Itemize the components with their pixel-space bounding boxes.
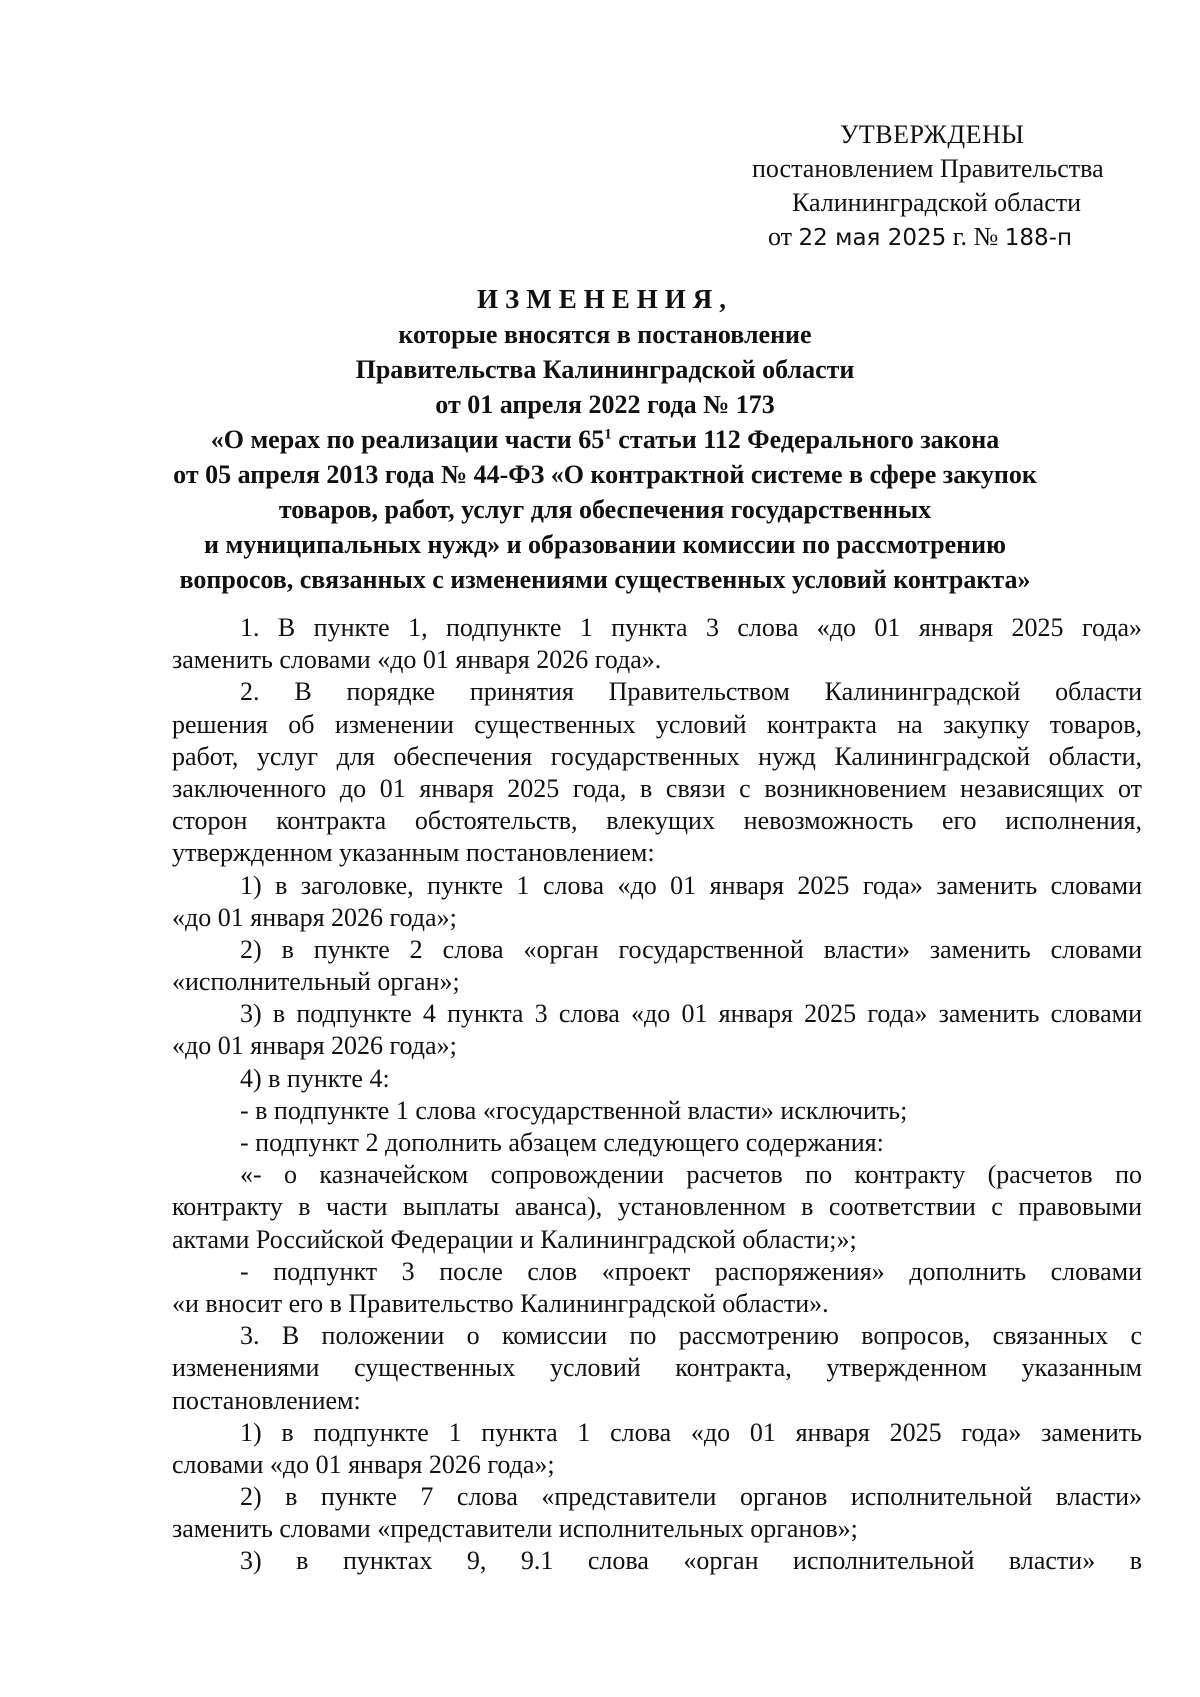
body-line: 2) в пункте 2 слова «орган государственной власти» заменить словами: [240, 934, 1142, 964]
body-line: 4) в пункте 4:: [240, 1063, 390, 1093]
body-line: изменениями существенных условий контракта, утвержденном указанным: [172, 1353, 1142, 1383]
title-line-1: которые вносятся в постановление: [398, 320, 812, 349]
body-line: решения об изменении существенных условий контракта на закупку товаров,: [172, 709, 1142, 739]
body-line: 2. В порядке принятия Правительством Калининградской области: [240, 677, 1142, 707]
body-line: заключенного до 01 января 2025 года, в связи с возникновением независящих от: [172, 773, 1142, 803]
body-line: 2) в пункте 7 слова «представители органов исполнительной власти»: [240, 1482, 1142, 1512]
title-line-7: и муниципальных нужд» и образовании комиссии по рассмотрению: [204, 530, 1006, 559]
body-line: «до 01 января 2026 года»;: [172, 902, 457, 932]
body-line: 3. В положении о комиссии по рассмотрению вопросов, связанных с: [240, 1321, 1142, 1351]
approval-line-1: постановлением Правительства: [752, 154, 1104, 183]
body-line: «- о казначейском сопровождении расчетов по контракту (расчетов по: [240, 1160, 1142, 1190]
body-line: контракту в части выплаты аванса), установленном в соответствии с правовыми: [172, 1192, 1142, 1222]
body-line: актами Российской Федерации и Калининградской области;»;: [172, 1224, 857, 1254]
body-line: 3) в подпункте 4 пункта 3 слова «до 01 января 2025 года» заменить словами: [240, 999, 1142, 1029]
document-body: [172, 612, 1142, 1578]
body-line: постановлением:: [172, 1385, 361, 1415]
body-line: - в подпункте 1 слова «государственной власти» исключить;: [240, 1095, 908, 1125]
body-line: словами «до 01 января 2026 года»;: [172, 1449, 555, 1479]
approval-line-3: [740, 220, 1140, 255]
title-line-2: Правительства Калининградской области: [355, 355, 855, 384]
approval-date: 22 мая 2025: [798, 225, 947, 251]
body-line: заменить словами «до 01 января 2026 года».: [172, 645, 662, 675]
title-line-4: [150, 422, 1060, 457]
approval-number-label: г. №: [946, 222, 999, 251]
body-line: 1) в подпункте 1 пункта 1 слова «до 01 января 2025 года» заменить: [240, 1417, 1142, 1447]
title-superscript: 1: [604, 426, 612, 443]
body-line: утвержденном указанным постановлением:: [172, 838, 655, 868]
title-line-4-start: «О мерах по реализации части 65: [210, 425, 605, 454]
approval-date-prefix: от: [768, 222, 793, 251]
body-line: - подпункт 3 после слов «проект распоряжения» дополнить словами: [240, 1256, 1142, 1286]
title-line-6: товаров, работ, услуг для обеспечения государственных: [278, 495, 932, 524]
approval-stamp: [740, 118, 1140, 255]
body-line: - подпункт 2 дополнить абзацем следующего содержания:: [240, 1128, 884, 1157]
approval-line-2: Калининградской области: [792, 188, 1082, 217]
approval-number: 188-п: [1004, 225, 1073, 251]
body-line: «и вносит его в Правительство Калининградской области».: [172, 1288, 829, 1318]
document-title: [150, 282, 1060, 597]
body-line: 1. В пункте 1, подпункте 1 пункта 3 слова «до 01 января 2025 года»: [240, 613, 1142, 642]
title-line-4-end: статьи 112 Федерального закона: [611, 425, 1000, 454]
body-line: работ, услуг для обеспечения государственных нужд Калининградской области,: [172, 741, 1142, 771]
title-line-8: вопросов, связанных с изменениями существенных условий контракта»: [179, 565, 1031, 594]
body-line: заменить словами «представители исполнительных органов»;: [172, 1514, 858, 1544]
body-line: 1) в заголовке, пункте 1 слова «до 01 января 2025 года» заменить словами: [240, 870, 1142, 900]
approval-title: УТВЕРЖДЕНЫ: [840, 120, 1025, 149]
title-line-5: от 05 апреля 2013 года № 44-ФЗ «О контрактной системе в сфере закупок: [173, 460, 1037, 489]
body-line: 3) в пунктах 9, 9.1 слова «орган исполнительной власти» в: [240, 1546, 1142, 1576]
title-heading: ИЗМЕНЕНИЯ,: [476, 284, 733, 314]
title-line-3: от 01 апреля 2022 года № 173: [435, 390, 775, 419]
body-line: «исполнительный орган»;: [172, 967, 460, 997]
body-line: «до 01 января 2026 года»;: [172, 1031, 457, 1061]
body-line: сторон контракта обстоятельств, влекущих невозможность его исполнения,: [172, 806, 1142, 836]
